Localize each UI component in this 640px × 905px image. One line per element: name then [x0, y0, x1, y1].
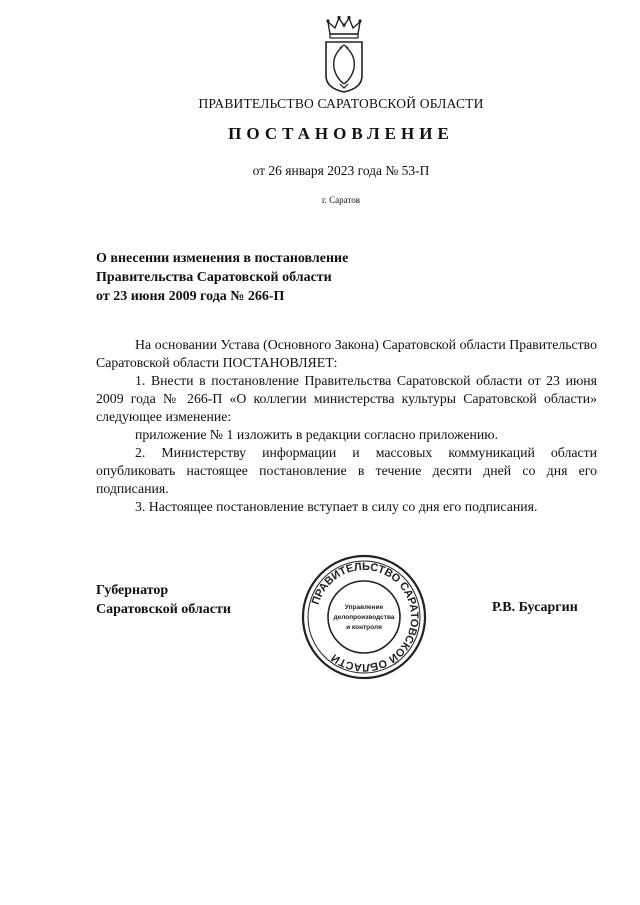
- signatory-title: [96, 581, 231, 619]
- stamp-ring-text: ПРАВИТЕЛЬСТВО САРАТОВСКОЙ ОБЛАСТИ: [309, 560, 421, 674]
- body-paragraph: 2. Министерству информации и массовых коммуникаций области опубликовать настоящее постановление в течение десяти дней со дня его подписания.: [96, 445, 597, 496]
- stamp-center-line: и контроля: [346, 624, 382, 631]
- document-date-number: от 26 января 2023 года № 53-П: [252, 163, 430, 178]
- stamp-center-line: делопроизводства: [333, 614, 395, 621]
- document-body: [96, 336, 597, 516]
- body-paragraph: 1. Внести в постановление Правительства Саратовской области от 23 июня 2009 года № 266-П «О коллегии министерства культуры Саратовской области» следующее изменение:: [96, 373, 597, 424]
- organization-name: ПРАВИТЕЛЬСТВО САРАТОВСКОЙ ОБЛАСТИ: [198, 96, 484, 111]
- signatory-title-line: Саратовской области: [96, 602, 231, 617]
- document-city: г. Саратов: [322, 195, 360, 205]
- signatory-title-line: Губернатор: [96, 583, 169, 598]
- body-paragraph: приложение № 1 изложить в редакции согласно приложению.: [135, 427, 499, 442]
- signatory-name: Р.В. Бусаргин: [492, 600, 578, 615]
- stamp-center-line: Управление: [344, 604, 384, 611]
- subject-line: О внесении изменения в постановление: [96, 251, 349, 266]
- official-stamp: [300, 553, 428, 681]
- body-paragraph: 3. Настоящее постановление вступает в силу со дня его подписания.: [135, 499, 538, 514]
- subject-line: Правительства Саратовской области: [96, 270, 332, 285]
- document-subject: [96, 249, 416, 306]
- document-type: ПОСТАНОВЛЕНИЕ: [228, 124, 454, 143]
- subject-line: от 23 июня 2009 года № 266-П: [96, 289, 285, 304]
- coat-of-arms-icon: [318, 14, 370, 94]
- body-paragraph: На основании Устава (Основного Закона) Саратовской области Правительство Саратовской области ПОСТАНОВЛЯЕТ:: [96, 337, 597, 370]
